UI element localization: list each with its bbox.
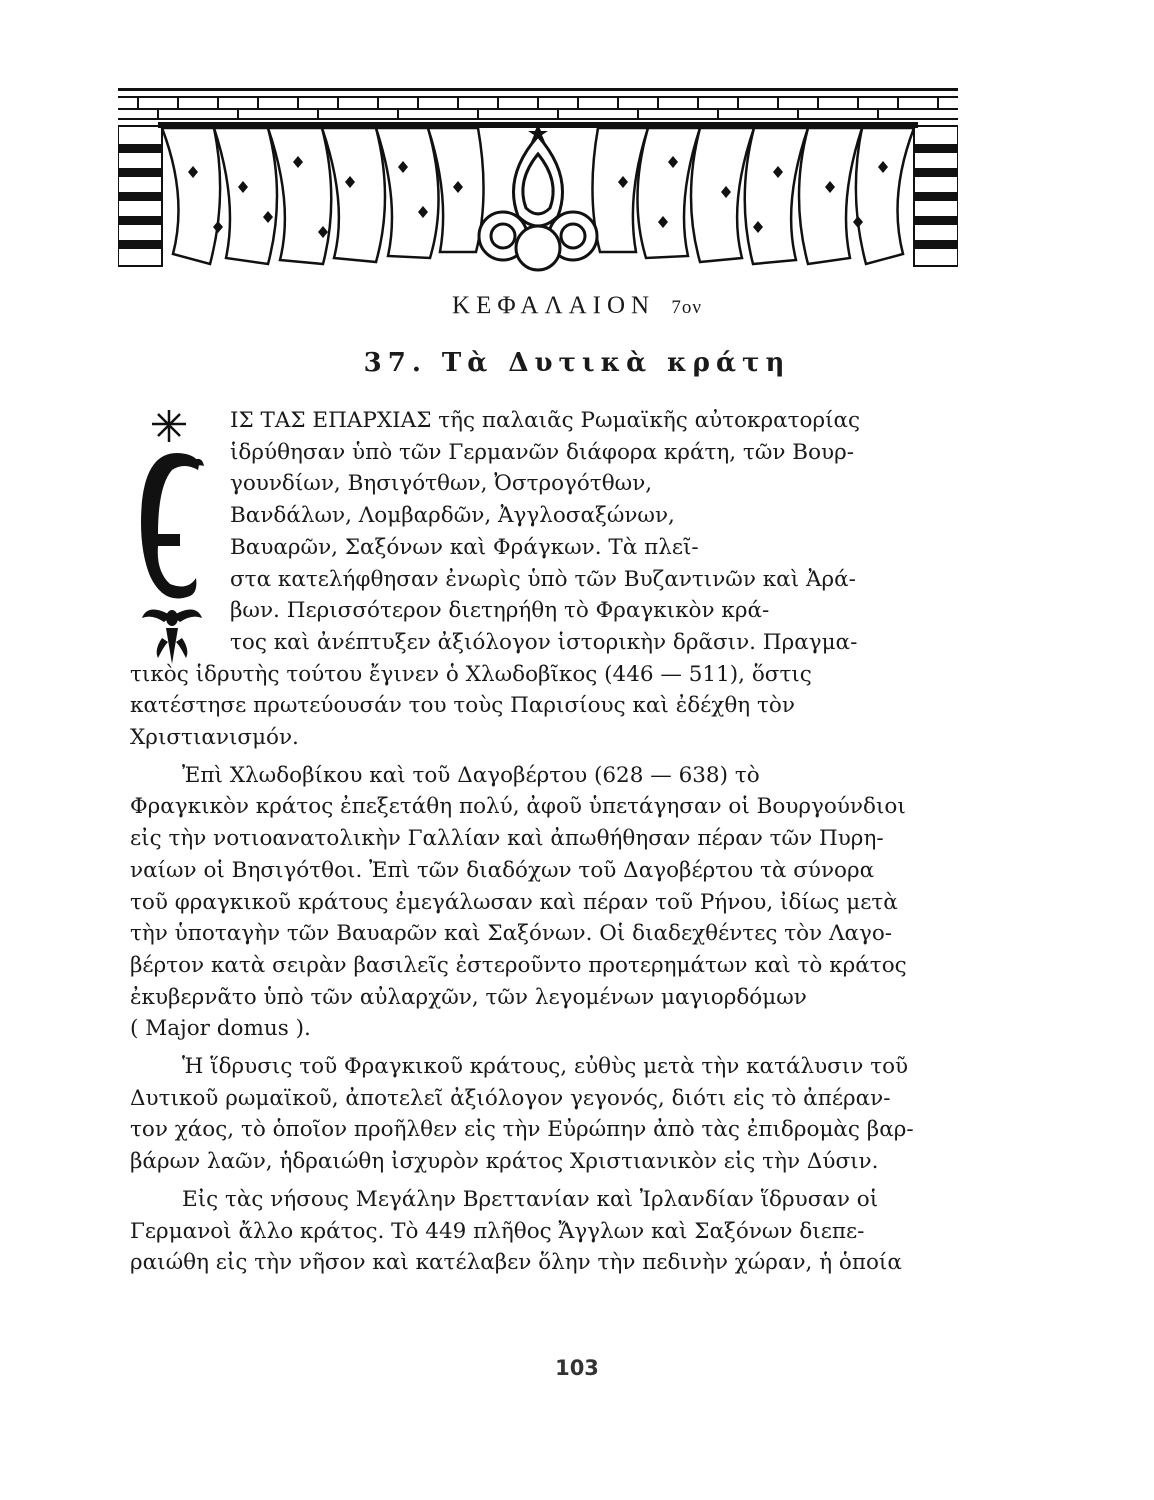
text-line: βάρων λαῶν, ἡδραιώθη ἰσχυρὸν κράτος Χριστιανικὸν εἰς τὴν Δύσιν. [130,1149,879,1175]
text-line: Εἰς τὰς νήσους Μεγάλην Βρεττανίαν καὶ Ἰρλανδίαν ἵδρυσαν οἱ [182,1186,879,1212]
text-line: ναίων οἱ Βησιγότθοι. Ἐπὶ τῶν διαδόχων τοῦ Δαγοβέρτου τὰ σύνορα [130,857,875,883]
text-line: γουνδίων, Βησιγότθων, Ὀστρογότθων, [230,471,653,497]
text-line: τικὸς ἱδρυτὴς τούτου ἔγινεν ὁ Χλωδοβῖκος (446 — 511), ὅστις [130,661,812,687]
text-line: τον χάος, τὸ ὁποῖον προῆλθεν εἰς τὴν Εὐρώπην ἀπὸ τὰς ἐπιδρομὰς βαρ- [130,1117,914,1143]
paragraph-2 [130,760,964,1045]
page-number: 103 [555,1356,599,1380]
paragraph-1-continued [130,659,964,754]
paragraph-4 [130,1184,964,1279]
text-line: στα κατελήφθησαν ἐνωρὶς ὑπὸ τῶν Βυζαντινῶν καὶ Ἀρά- [230,566,856,592]
curtain-ornament-banner [118,86,958,278]
text-line: ραιώθη εἰς τὴν νῆσον καὶ κατέλαβεν ὅλην τὴν πεδινὴν χώραν, ἡ ὁποία [130,1250,902,1276]
text-line: Ἐπὶ Χλωδοβίκου καὶ τοῦ Δαγοβέρτου (628 — 638) τὸ [182,762,760,788]
text-line: ΙΣ ΤΑΣ ΕΠΑΡΧΙΑΣ τῆς παλαιᾶς Ρωμαϊκῆς αὐτοκρατορίας [230,408,861,433]
text-line: ἐκυβερνᾶτο ὑπὸ τῶν αὐλαρχῶν, τῶν λεγομένων μαγιορδόμων [130,984,807,1010]
chapter-ordinal: 7ον [671,297,702,318]
text-line: ( Major domus ). [130,1016,311,1042]
paragraph-3 [130,1051,964,1178]
chapter-body [130,405,964,1279]
text-line: τὴν ὑποταγὴν τῶν Βαυαρῶν καὶ Σαξόνων. Οἱ διαδεχθέντες τὸν Λαγο- [130,921,893,947]
chapter-heading [0,292,1154,320]
text-line: Βανδάλων, Λομβαρδῶν, Ἀγγλοσαξώνων, [230,503,675,529]
paragraph-1 [130,405,964,659]
text-line: τος καὶ ἀνέπτυξεν ἀξιόλογον ἱστορικὴν δρᾶσιν. Πραγμα- [230,629,858,655]
section-title: 37. Τὰ Δυτικὰ κράτη [363,348,791,378]
text-line: τοῦ φραγκικοῦ κράτους ἐμεγάλωσαν καὶ πέραν τοῦ Ρήνου, ἰδίως μετὰ [130,889,898,915]
text-line: βων. Περισσότερον διετηρήθη τὸ Φραγκικὸν κρά- [230,598,770,624]
text-line: κατέστησε πρωτεύουσάν του τοὺς Παρισίους καὶ ἐδέχθη τὸν [130,693,795,719]
text-line: Ἡ ἵδρυσις τοῦ Φραγκικοῦ κράτους, εὐθὺς μετὰ τὴν κατάλυσιν τοῦ [182,1054,909,1080]
text-line: Χριστιανισμόν. [130,725,299,751]
chapter-label: ΚΕΦΑΛΑΙΟΝ [452,292,656,319]
text-line: Φραγκικὸν κράτος ἐπεξετάθη πολύ, ἀφοῦ ὑπετάγησαν οἱ Βουργούνδιοι [130,794,906,820]
text-line: Βαυαρῶν, Σαξόνων καὶ Φράγκων. Τὰ πλεῖ- [230,534,699,560]
text-line: ἱδρύθησαν ὑπὸ τῶν Γερμανῶν διάφορα κράτη, τῶν Βουρ- [230,439,854,465]
text-line: Γερμανοὶ ἄλλο κράτος. Τὸ 449 πλῆθος Ἄγγλων καὶ Σαξόνων διεπε- [130,1218,865,1244]
text-line: εἰς τὴν νοτιοανατολικὴν Γαλλίαν καὶ ἀπωθήθησαν πέραν τῶν Πυρη- [130,826,884,852]
text-line: Δυτικοῦ ρωμαϊκοῦ, ἀποτελεῖ ἀξιόλογον γεγονός, διότι εἰς τὸ ἀπέραν- [130,1085,891,1111]
text-line: βέρτον κατὰ σειρὰν βασιλεῖς ἐστεροῦντο προτερημάτων καὶ τὸ κράτος [130,952,907,978]
